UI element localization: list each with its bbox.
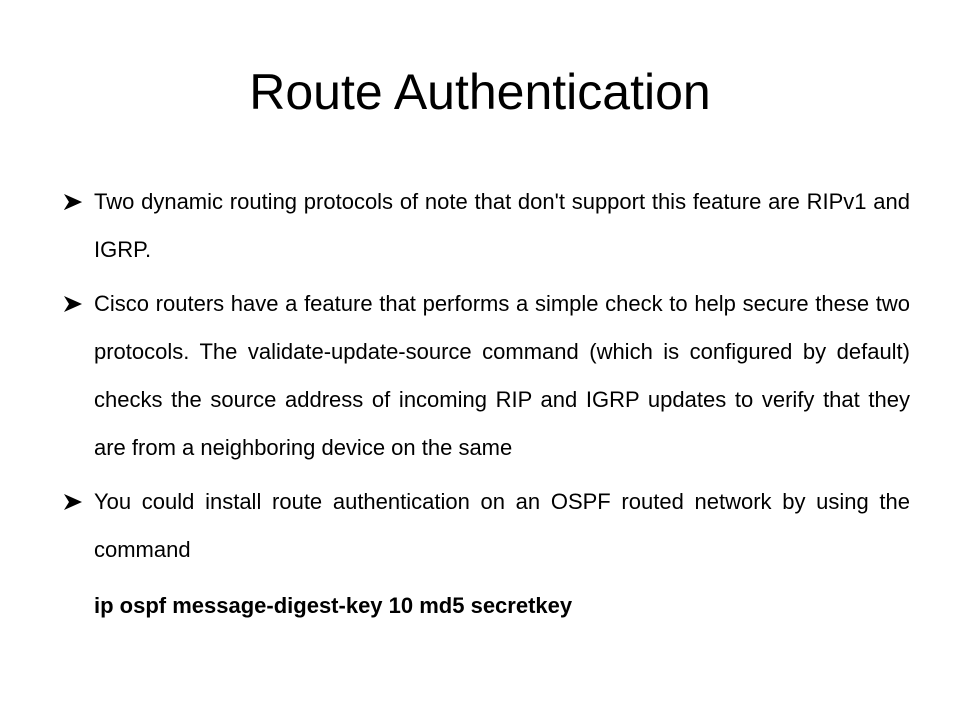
slide-title: Route Authentication: [249, 64, 711, 120]
arrowhead-bullet-icon: [62, 491, 84, 513]
bullet-text: Two dynamic routing protocols of note that don't support this feature are RIPv1 and IGRP.: [94, 189, 910, 262]
bullet-item: [62, 178, 910, 274]
bullet-list: [62, 178, 910, 580]
bullet-text: Cisco routers have a feature that performs a simple check to help secure these two protocols. The validate-update-source command (which is configured by default) checks the source address of incoming RIP and IGRP updates to verify that they are from a neighboring device on the same: [94, 291, 910, 460]
arrowhead-bullet-icon: [62, 293, 84, 315]
command-text: ip ospf message-digest-key 10 md5 secretkey: [94, 593, 573, 618]
arrowhead-bullet-icon: [62, 191, 84, 213]
bullet-item: [62, 478, 910, 574]
bullet-text: You could install route authentication on an OSPF routed network by using the command: [94, 489, 910, 562]
bullet-item: [62, 280, 910, 472]
